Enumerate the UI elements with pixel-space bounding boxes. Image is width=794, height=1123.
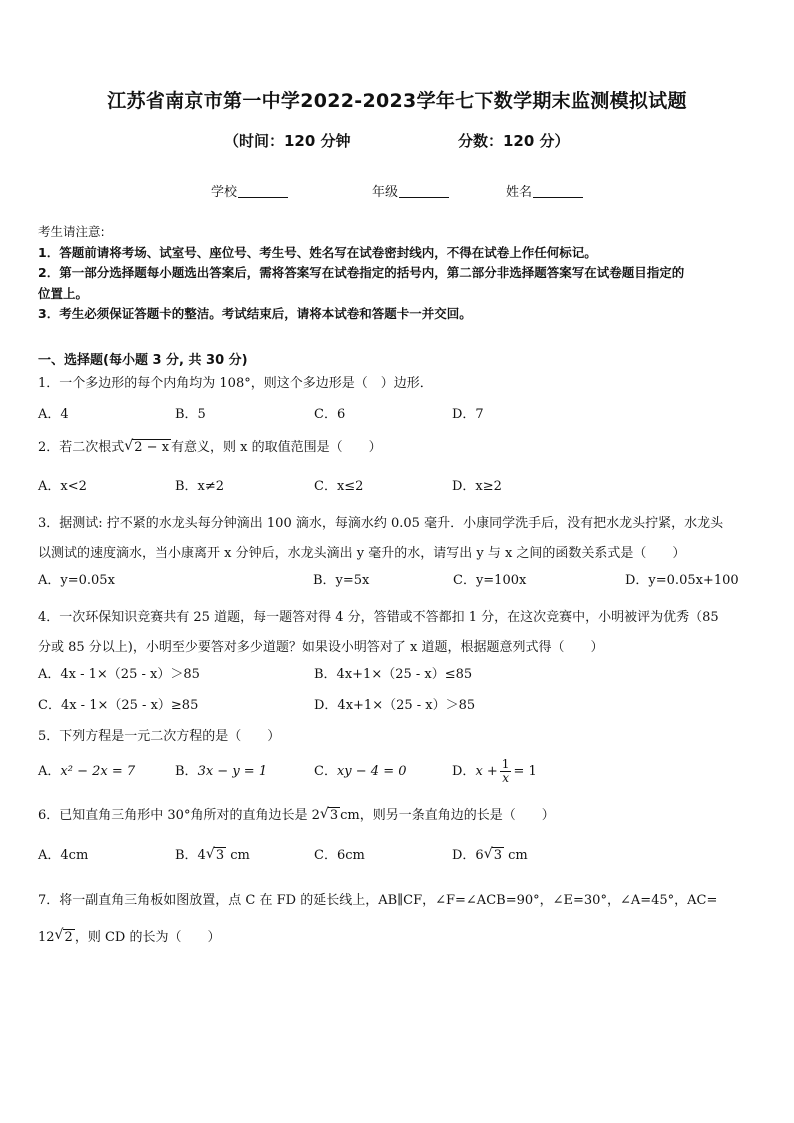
q4-option-c[interactable]: C．4x - 1×（25 - x）≥85 <box>38 698 199 713</box>
section-heading: 一、选择题(每小题 3 分, 共 30 分) <box>38 353 248 368</box>
q6-b-radicand: 3 <box>215 848 225 863</box>
q6-stem-post: cm，则另一条直角边的长是（ ） <box>340 808 555 823</box>
q6-radicand: 3 <box>329 808 339 823</box>
q2-radicand: 2 − x <box>134 440 170 455</box>
q1-option-a[interactable]: A．4 <box>38 407 69 422</box>
grade-label: 年级 <box>372 185 399 200</box>
q5-option-a[interactable] <box>38 762 135 782</box>
sqrt-symbol <box>484 846 504 866</box>
q5-a-expr: x² − 2x = 7 <box>60 764 136 779</box>
q4-option-d[interactable]: D．4x+1×（25 - x）＞85 <box>314 698 476 713</box>
q5-d-denominator: x <box>502 771 509 785</box>
question-6-stem <box>38 806 766 826</box>
q7-radicand: 2 <box>64 930 73 945</box>
notice-block <box>38 222 764 325</box>
q3-option-a[interactable]: A．y=0.05x <box>38 573 115 588</box>
q2-stem-pre: 2．若二次根式 <box>38 440 125 455</box>
question-7-stem <box>38 882 766 956</box>
q5-option-d[interactable] <box>452 752 537 792</box>
q7-line-2-post: ，则 CD 的长为（ ） <box>74 930 221 945</box>
q6-option-c[interactable]: C．6cm <box>314 848 365 863</box>
q3-option-c[interactable]: C．y=100x <box>453 573 527 588</box>
school-field <box>211 181 288 200</box>
sqrt-symbol <box>206 846 226 866</box>
q5-d-numerator: 1 <box>501 757 510 771</box>
q6-b-pre: B．4 <box>175 848 206 863</box>
q3-line-1: 3．据测试: 拧不紧的水龙头每分钟滴出 100 滴水，每滴水约 0.05 毫升．小康同学洗手后，没有把水龙头拧紧，水龙头 <box>38 516 724 531</box>
question-2-stem <box>38 438 766 458</box>
question-4-stem <box>38 603 766 663</box>
q6-b-post: cm <box>226 848 250 863</box>
notice-item-2b: 位置上。 <box>38 285 89 301</box>
q2-option-b[interactable]: B．x≠2 <box>175 479 225 494</box>
school-blank[interactable] <box>238 184 288 198</box>
q5-c-label: C． <box>314 764 337 779</box>
q6-d-pre: D．6 <box>452 848 484 863</box>
q1-option-b[interactable]: B．5 <box>175 407 206 422</box>
notice-item-2a: 2．第一部分选择题每小题选出答案后，需将答案写在试卷指定的括号内，第二部分非选择题答案写在试卷题目指定的 <box>38 265 685 280</box>
q6-stem-pre: 6．已知直角三角形中 30°角所对的直角边长是 2 <box>38 808 320 823</box>
q6-option-d[interactable] <box>452 846 528 866</box>
q3-line-2: 以测试的速度滴水，当小康离开 x 分钟后，水龙头滴出 y 毫升的水，请写出 y 与 x 之间的函数关系式是（ ） <box>38 546 686 561</box>
q5-b-expr: 3x − y = 1 <box>197 764 268 779</box>
q5-option-b[interactable] <box>175 762 267 782</box>
q5-c-expr: xy − 4 = 0 <box>336 764 407 779</box>
q6-option-b[interactable] <box>175 846 250 866</box>
q4-option-b[interactable]: B．4x+1×（25 - x）≤85 <box>314 667 473 682</box>
exam-title: 江苏省南京市第一中学2022-2023学年七下数学期末监测模拟试题 <box>107 90 687 112</box>
q5-a-label: A． <box>38 764 61 779</box>
q4-line-1: 4．一次环保知识竞赛共有 25 道题，每一题答对得 4 分，答错或不答都扣 1 分，在这次竞赛中，小明被评为优秀（85 <box>38 610 719 625</box>
exam-score: 分数：120 分） <box>458 132 570 150</box>
q5-option-c[interactable] <box>314 762 407 782</box>
q2-option-a[interactable]: A．x<2 <box>38 479 87 494</box>
exam-time: （时间：120 分钟 <box>224 132 351 150</box>
q6-d-radicand: 3 <box>493 848 502 863</box>
name-label: 姓名 <box>506 185 533 200</box>
question-5-stem: 5．下列方程是一元二次方程的是（ ） <box>38 729 281 744</box>
q2-option-d[interactable]: D．x≥2 <box>452 479 502 494</box>
name-field <box>506 181 583 200</box>
q5-d-fraction <box>500 758 512 785</box>
q6-d-post: cm <box>503 848 528 863</box>
q1-option-c[interactable]: C．6 <box>314 407 346 422</box>
school-label: 学校 <box>211 185 238 200</box>
notice-item-1: 1．答题前请将考场、试室号、座位号、考生号、姓名写在试卷密封线内，不得在试卷上作任何标记。 <box>38 244 597 260</box>
sqrt-symbol <box>320 806 340 826</box>
q7-line-2-pre: 12 <box>38 930 55 945</box>
q5-d-pre: x + <box>475 764 498 779</box>
q6-option-a[interactable]: A．4cm <box>38 848 89 863</box>
question-1-stem: 1．一个多边形的每个内角均为 108°，则这个多边形是（ ）边形． <box>38 376 433 391</box>
q4-line-2: 分或 85 分以上)，小明至少要答对多少道题？如果设小明答对了 x 道题，根据题意列式得（ ） <box>38 640 604 655</box>
notice-item-3: 3．考生必须保证答题卡的整洁。考试结束后，请将本试卷和答题卡一并交回。 <box>38 306 472 321</box>
q3-option-d[interactable]: D．y=0.05x+100 <box>625 573 739 588</box>
notice-heading: 考生请注意: <box>38 224 105 239</box>
q5-d-label: D． <box>452 764 476 779</box>
sqrt-symbol <box>55 919 75 956</box>
sqrt-symbol <box>124 438 171 458</box>
q5-b-label: B． <box>175 764 198 779</box>
q7-line-2 <box>38 919 766 956</box>
q3-option-b[interactable]: B．y=5x <box>313 573 370 588</box>
question-3-stem <box>38 509 766 569</box>
q2-option-c[interactable]: C．x≤2 <box>314 479 364 494</box>
grade-blank[interactable] <box>399 184 449 198</box>
q7-line-1: 7．将一副直角三角板如图放置，点 C 在 FD 的延长线上，AB∥CF，∠F=∠ACB=90°，∠E=30°，∠A=45°，AC= <box>38 893 718 908</box>
name-blank[interactable] <box>533 184 583 198</box>
grade-field <box>372 181 449 200</box>
q2-stem-post: 有意义，则 x 的取值范围是（ ） <box>171 440 382 455</box>
q4-option-a[interactable]: A．4x - 1×（25 - x）＞85 <box>38 667 200 682</box>
q5-d-post: = 1 <box>513 764 537 779</box>
q1-option-d[interactable]: D．7 <box>452 407 484 422</box>
